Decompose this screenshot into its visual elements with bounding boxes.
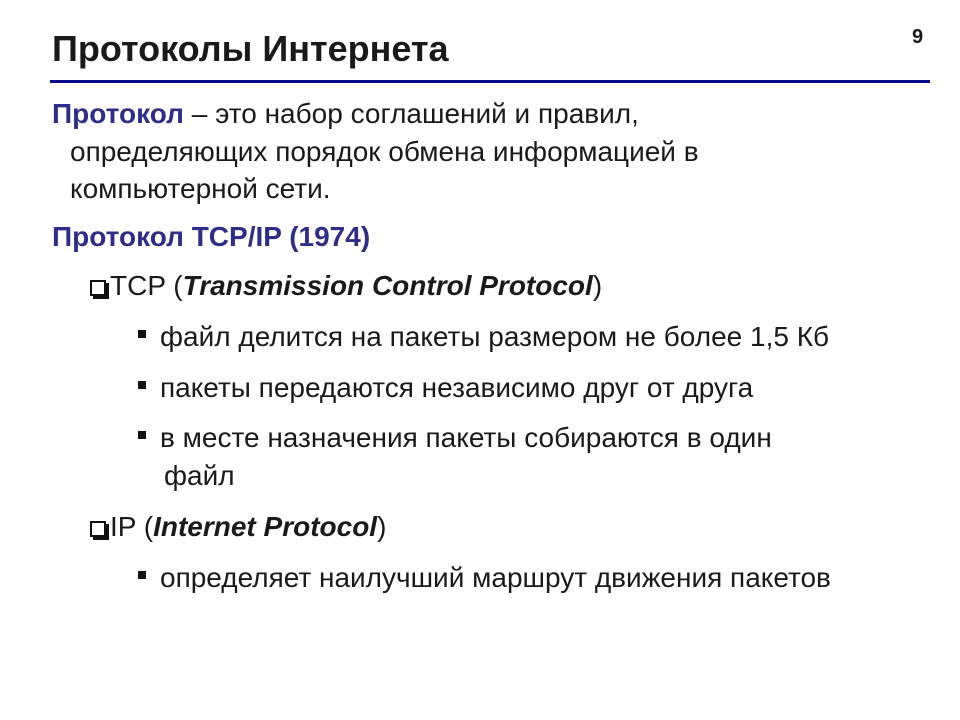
title-divider xyxy=(50,80,930,83)
tcp-prefix: TCP ( xyxy=(110,270,183,301)
tcp-subitem-1 xyxy=(138,319,829,355)
ip-subitem-1 xyxy=(138,560,831,596)
definition-term: Протокол xyxy=(52,98,184,129)
tcp-subitem-text: пакеты передаются независимо друг от друга xyxy=(160,372,754,403)
ip-item xyxy=(90,509,386,545)
ip-subitem-text: определяет наилучший маршрут движения пакетов xyxy=(160,562,831,593)
square-bullet-icon xyxy=(138,571,146,579)
checkbox-bullet-icon xyxy=(90,280,106,296)
tcp-subitem-3-continuation: файл xyxy=(164,460,235,491)
definition-dash: – xyxy=(183,98,216,129)
definition-text-1: это набор соглашений и правил, xyxy=(215,98,639,129)
tcp-subitem-3 xyxy=(138,420,772,456)
tcp-item xyxy=(90,268,602,304)
definition-line-2: определяющих порядок обмена информацией в xyxy=(70,136,699,167)
ip-suffix: ) xyxy=(377,511,387,542)
tcp-suffix: ) xyxy=(592,270,603,301)
ip-prefix: IP ( xyxy=(110,511,154,542)
ip-expansion: Internet Protocol xyxy=(153,511,378,542)
square-bullet-icon xyxy=(138,330,146,338)
tcp-subitem-text: в месте назначения пакеты собираются в один xyxy=(160,422,772,453)
tcp-subitem-2 xyxy=(138,370,753,406)
slide-number: 9 xyxy=(912,26,924,48)
tcp-subitem-text: файл делится на пакеты размером не более 1,5 Кб xyxy=(160,321,830,352)
definition-line-1 xyxy=(52,96,639,132)
square-bullet-icon xyxy=(138,431,146,439)
square-bullet-icon xyxy=(138,381,146,389)
definition-line-3: компьютерной сети. xyxy=(70,173,331,204)
section-heading: Протокол TCP/IP (1974) xyxy=(52,221,371,252)
checkbox-bullet-icon xyxy=(90,521,106,537)
tcp-expansion: Transmission Control Protocol xyxy=(182,270,593,301)
slide-title: Протоколы Интернета xyxy=(52,28,449,69)
